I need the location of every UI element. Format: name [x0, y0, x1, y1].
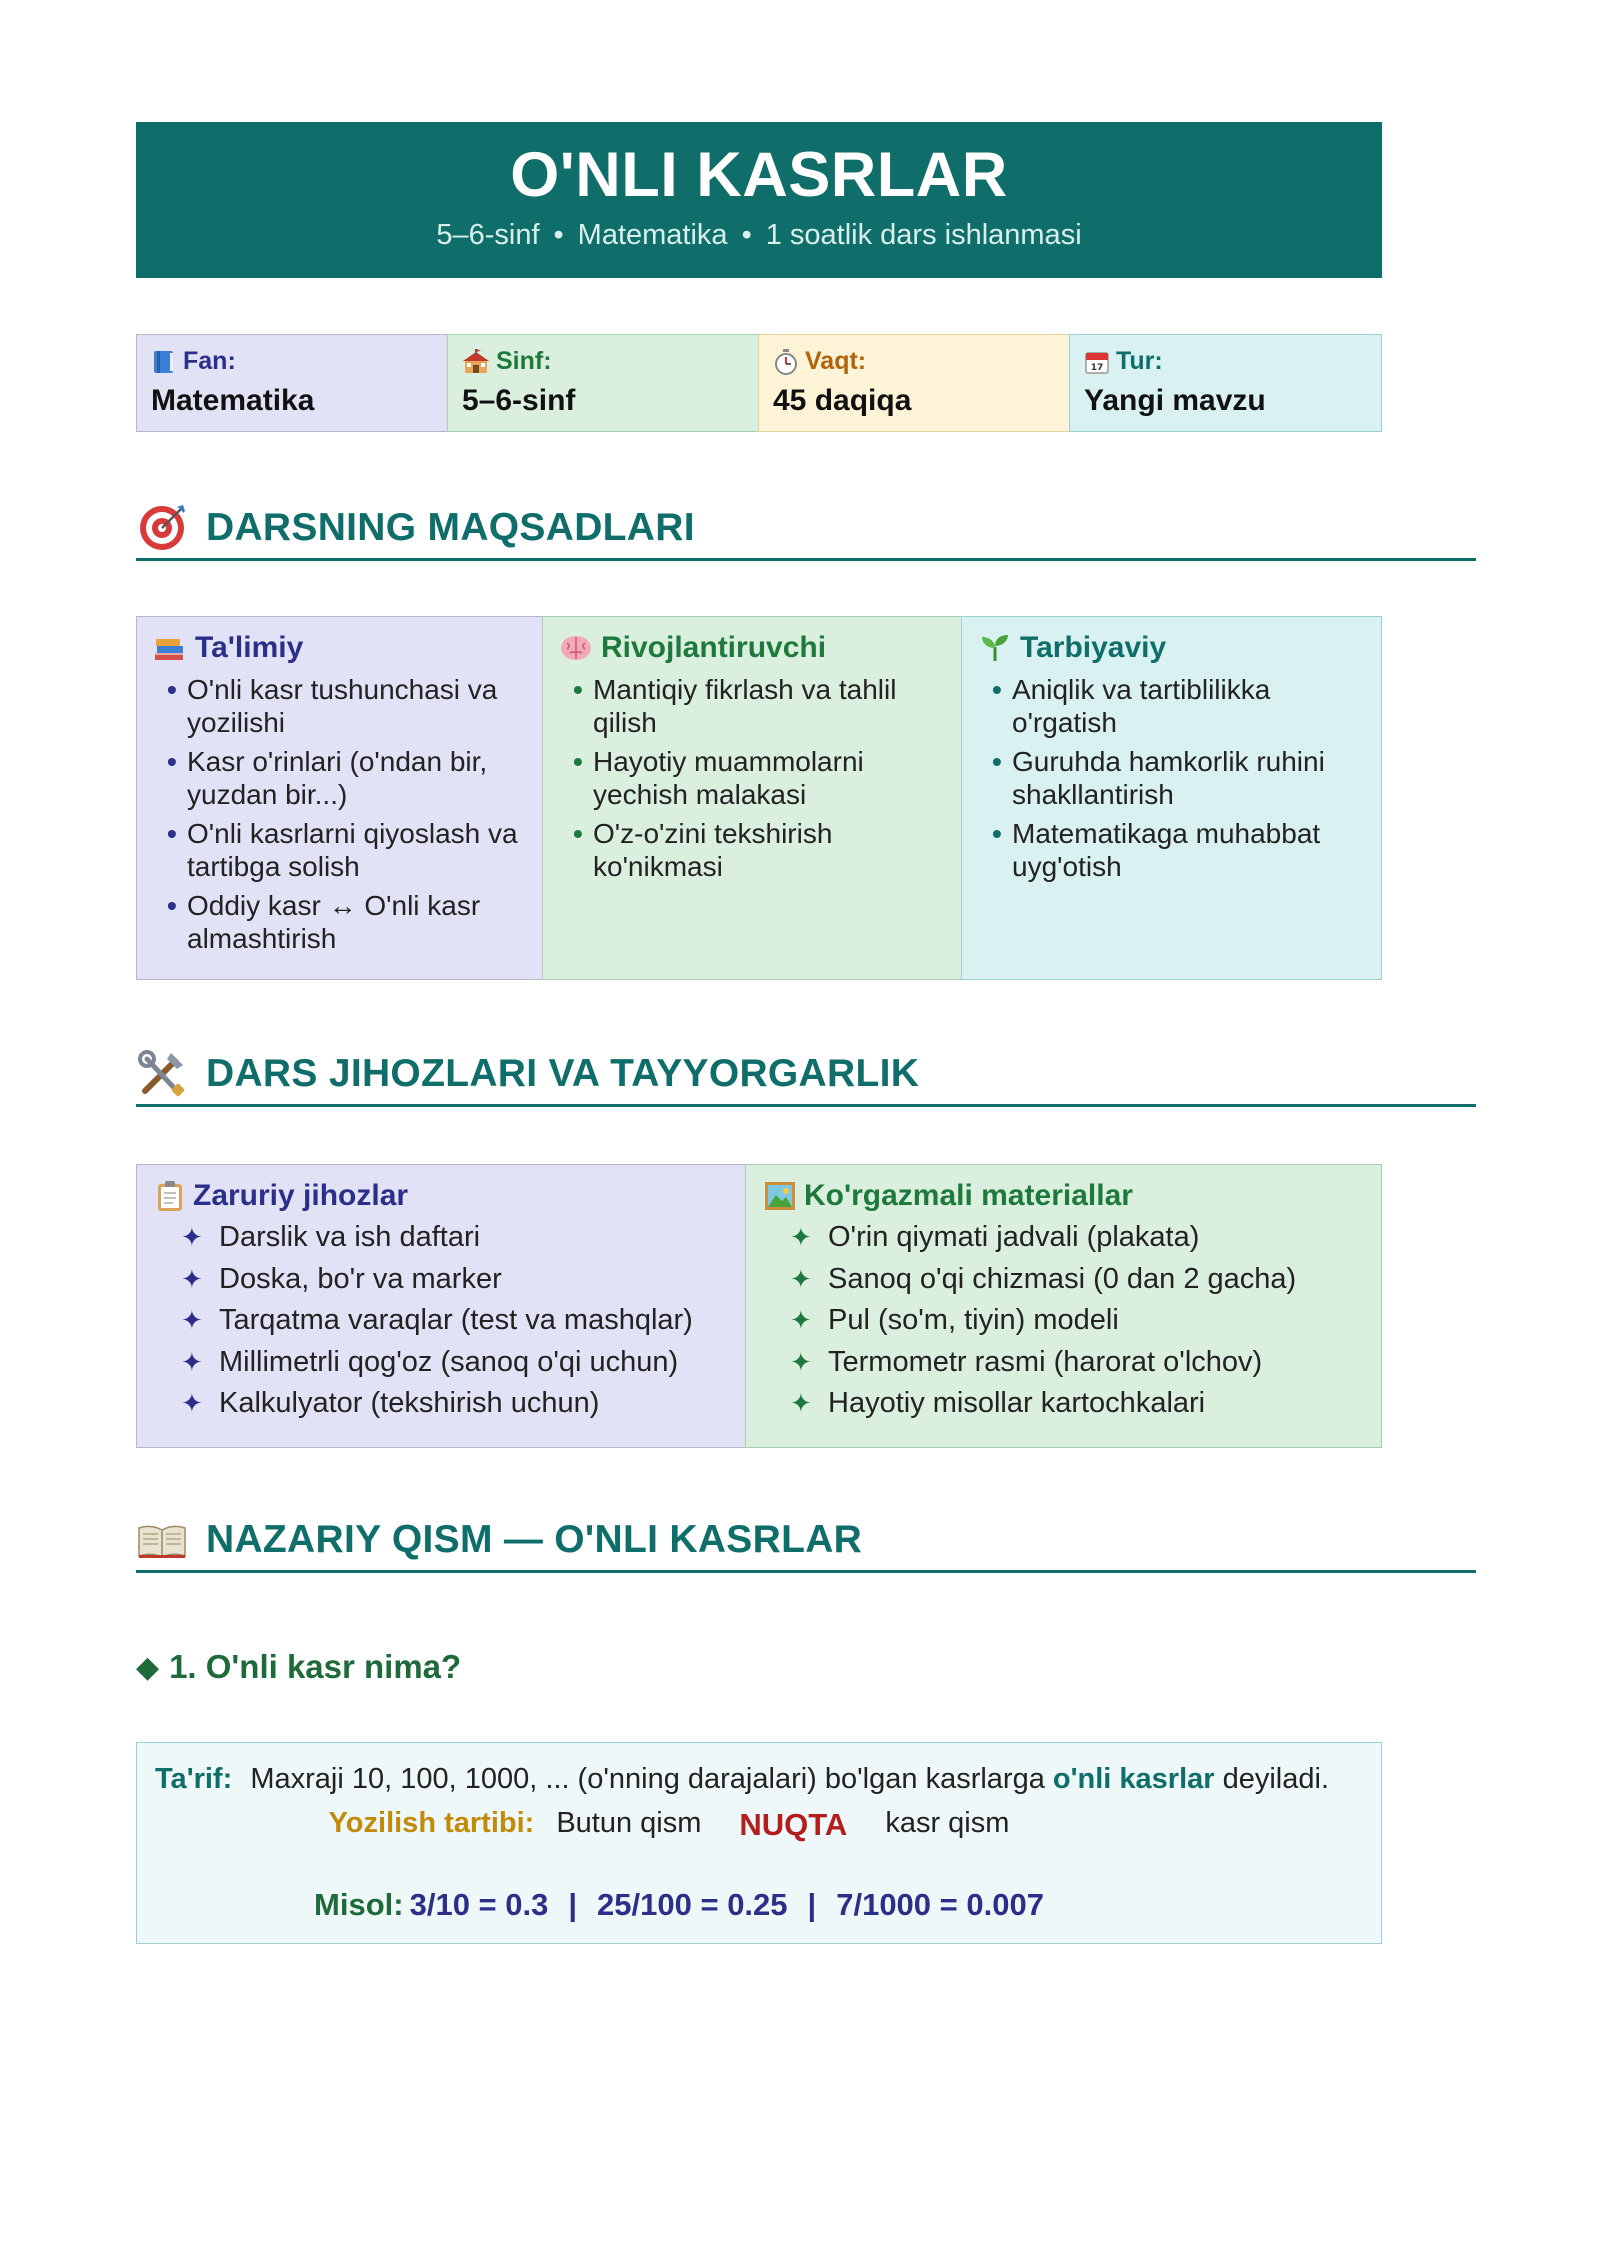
list-item: • O'nli kasrlarni qiyoslash va tartibga solish [167, 818, 518, 882]
writing-label: Yozilish tartibi: [328, 1807, 535, 1839]
goal-card-developmental [542, 616, 962, 980]
list-item: • Hayotiy muammolarni yechish malakasi [573, 746, 864, 810]
goal-heading: Tarbiyaviy [1020, 631, 1167, 664]
info-value: 5–6-sinf [462, 384, 576, 417]
info-label: Sinf: [496, 347, 552, 375]
info-time [758, 334, 1070, 432]
list-item: • Mantiqiy fikrlash va tahlil qilish [573, 674, 897, 738]
equipment-heading: Zaruriy jihozlar [193, 1179, 409, 1212]
subtitle-grade: 5–6-sinf [436, 219, 540, 251]
list-item: ✦ Termometr rasmi (harorat o'lchov) [790, 1345, 1263, 1378]
writing-whole: Butun qism [556, 1807, 702, 1839]
equipment-list [764, 1217, 1363, 1425]
list-item: • Guruhda hamkorlik ruhini shakllantirish [992, 746, 1325, 810]
section-heading-equipment [136, 1044, 1476, 1107]
definition-highlight: o'nli kasrlar [1052, 1763, 1215, 1795]
example-line [137, 1887, 1381, 1923]
definition-label: Ta'rif: [155, 1763, 233, 1795]
goal-list [153, 673, 526, 955]
list-item: ✦ Pul (so'm, tiyin) modeli [790, 1304, 1119, 1336]
info-subject [136, 334, 448, 432]
definition-line [155, 1763, 1329, 1796]
list-item: ✦ Kalkulyator (tekshirish uchun) [181, 1387, 600, 1419]
example-label: Misol: [314, 1887, 404, 1922]
list-item: • Aniqlik va tartiblilikka o'rgatish [992, 674, 1271, 738]
subtitle-separator: • [553, 219, 564, 251]
example-value: 3/10 = 0.3 [409, 1887, 549, 1922]
section-heading-theory [136, 1510, 1476, 1573]
equipment-card-required [136, 1164, 746, 1448]
section-heading-goals [136, 498, 1476, 561]
equipment-list [155, 1217, 727, 1425]
info-label: Tur: [1116, 347, 1163, 375]
brain-icon [559, 633, 593, 663]
school-icon [462, 349, 490, 375]
book-icon [151, 349, 177, 375]
list-item: • Matematikaga muhabbat uyg'otish [992, 818, 1321, 882]
clipboard-icon [155, 1180, 185, 1212]
goal-heading: Ta'limiy [195, 631, 304, 664]
tools-icon [136, 1048, 188, 1100]
picture-icon [764, 1181, 796, 1211]
seedling-icon [978, 633, 1012, 663]
info-label: Fan: [183, 347, 236, 375]
list-item: ✦ O'rin qiymati jadvali (plakata) [790, 1221, 1200, 1253]
writing-order-line [137, 1807, 1381, 1843]
list-item: ✦ Hayotiy misollar kartochkalari [790, 1387, 1206, 1419]
subtitle-subject: Matematika [577, 219, 728, 251]
info-value: 45 daqiqa [773, 384, 912, 417]
goal-list [559, 673, 945, 883]
books-icon [153, 633, 187, 663]
list-item: • Kasr o'rinlari (o'ndan bir, yuzdan bir...) [167, 746, 488, 810]
writing-dot: NUQTA [739, 1807, 848, 1842]
info-type [1069, 334, 1382, 432]
info-grade [447, 334, 759, 432]
list-item: ✦ Millimetrli qog'oz (sanoq o'qi uchun) [181, 1345, 679, 1378]
info-value: Matematika [151, 384, 315, 417]
definition-text-end: deyiladi. [1222, 1763, 1330, 1795]
theory-subheading [136, 1648, 461, 1686]
subtitle-separator: • [741, 219, 752, 251]
equipment-heading: Ko'rgazmali materiallar [804, 1179, 1133, 1212]
svg-text:17: 17 [1090, 362, 1104, 373]
list-item: ✦ Tarqatma varaqlar (test va mashqlar) [181, 1304, 693, 1336]
subtitle-lesson-type: 1 soatlik dars ishlanmasi [765, 219, 1082, 251]
goal-list [978, 673, 1365, 883]
goal-heading: Rivojlantiruvchi [601, 631, 827, 664]
goal-card-educational [136, 616, 543, 980]
equipment-card-visual [745, 1164, 1382, 1448]
section-title: NAZARIY QISM — O'NLI KASRLAR [206, 1518, 863, 1561]
list-item: • O'nli kasr tushunchasi va yozilishi [167, 674, 498, 738]
target-icon [136, 502, 188, 554]
list-item: • O'z-o'zini tekshirish ko'nikmasi [573, 818, 833, 882]
stopwatch-icon [773, 348, 799, 376]
example-value: 25/100 = 0.25 [597, 1887, 788, 1922]
diamond-icon: ◆ [136, 1650, 160, 1684]
page-subtitle [136, 219, 1382, 252]
info-value: Yangi mavzu [1084, 384, 1266, 417]
list-item: ✦ Doska, bo'r va marker [181, 1262, 502, 1295]
definition-text: Maxraji 10, 100, 1000, ... (o'nning darajalari) bo'lgan kasrlarga [250, 1763, 1045, 1795]
subheading-text: 1. O'nli kasr nima? [169, 1648, 462, 1685]
example-value: 7/1000 = 0.007 [836, 1887, 1044, 1922]
list-item: • Oddiy kasr ↔ O'nli kasr almashtirish [167, 890, 481, 954]
goal-card-upbringing [961, 616, 1382, 980]
example-separator: | [568, 1887, 578, 1922]
list-item: ✦ Sanoq o'qi chizmasi (0 dan 2 gacha) [790, 1262, 1297, 1295]
writing-fraction: kasr qism [885, 1807, 1010, 1839]
example-separator: | [807, 1887, 817, 1922]
calendar-icon [1084, 349, 1110, 375]
definition-box [136, 1742, 1382, 1944]
section-title: DARS JIHOZLARI VA TAYYORGARLIK [206, 1052, 920, 1095]
info-label: Vaqt: [805, 347, 867, 375]
open-book-icon [136, 1514, 188, 1566]
header-banner [136, 122, 1382, 278]
list-item: ✦ Darslik va ish daftari [181, 1221, 481, 1253]
page-title: O'NLI KASRLAR [510, 140, 1008, 210]
section-title: DARSNING MAQSADLARI [206, 506, 695, 549]
